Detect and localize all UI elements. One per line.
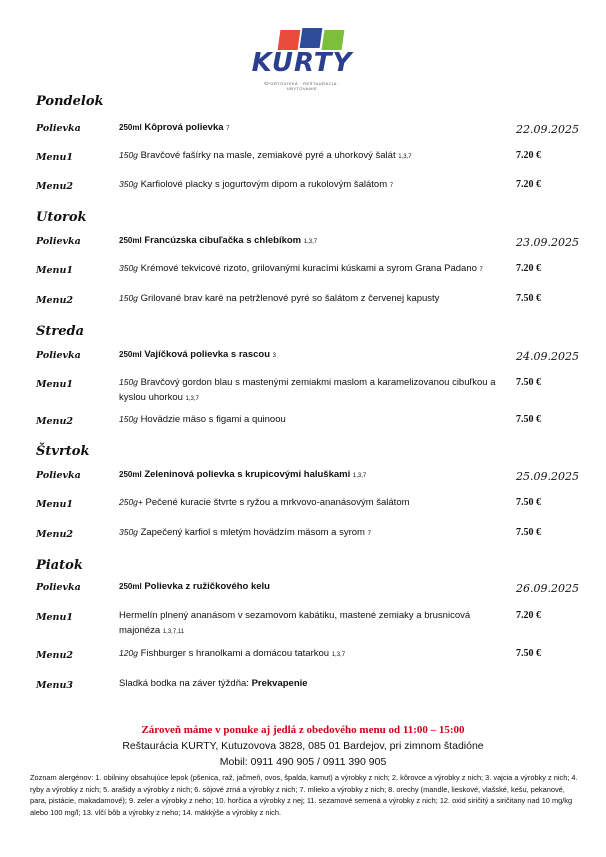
soup-name: Zeleninová polievka s krupicovými haluškami <box>144 469 351 480</box>
menu-label: Menu1 <box>36 499 73 510</box>
soup-qty: 250ml <box>119 236 142 245</box>
menu-label: Menu1 <box>36 612 73 623</box>
menu-price: 7.20 € <box>516 179 541 190</box>
menu-label: Menu1 <box>36 379 73 390</box>
soup-qty: 250ml <box>119 123 142 132</box>
day-name: Streda <box>36 324 85 339</box>
tennis-icon <box>278 30 301 50</box>
dish-qty: 350g <box>119 179 138 189</box>
soup-item <box>119 581 270 592</box>
allergen-list: Zoznam alergénov: 1. obilniny obsahujúce lepok (pšenica, raž, jačmeň, ovos, špalda, kamut) a výrobky z nich; 2. kôrovce a výrobky z nich; 3. vajcia a výrobky z nich; 4. ryby a výrobky z nich; 5. arašidy a výrobky z nich; 6. sójové zrná a výrobky z nich; 7. mlieko a výrobky z nich; 8. orechy (mandle, lieskové, vlašské, kešu, pekanové, para, pistácie, makadamové); 9. zeler a výrobky z neho; 10. horčica a výrobky z nej; 11. sezamové semená a výrobky z nich; 12. oxid siričitý a siričitany nad 10 mg/kg alebo 100 mg/l; 13. vlčí bôb a výrobky z neho; 14. mäkkýše a výrobky z nich. <box>30 773 578 818</box>
dish-text: Bravčový gordon blau s mastenými zemiakmi maslom a karamelizovanou cibuľkou a kyslou uhorkou <box>119 377 496 403</box>
menu-label: Menu2 <box>36 416 73 427</box>
menu-label: Menu1 <box>36 265 73 276</box>
day-name: Pondelok <box>36 94 104 109</box>
menu-dish <box>119 261 509 278</box>
restaurant-address: Reštaurácia KURTY, Kutuzovova 3828, 085 01 Bardejov, pri zimnom štadióne <box>122 740 484 752</box>
menu-price: 7.50 € <box>516 414 541 425</box>
menu-label: Menu1 <box>36 152 73 163</box>
day-date: 22.09.2025 <box>516 123 579 136</box>
menu-label: Menu2 <box>36 529 73 540</box>
menu-dish <box>119 412 509 427</box>
soup-name: Francúzska cibuľačka s chlebíkom <box>144 235 302 246</box>
dish-highlight: Prekvapenie <box>251 678 308 689</box>
lunch-notice: Zároveň máme v ponuke aj jedlá z obedového menu od 11:00 – 15:00 <box>141 724 465 736</box>
dish-qty: 350g <box>119 263 138 273</box>
soup-allergens: 1,3,7 <box>352 473 367 479</box>
menu-price: 7.20 € <box>516 150 541 161</box>
dish-text: Karfiolové placky s jogurtovým dipom a rukolovým šalátom <box>140 179 388 190</box>
dish-allergens: 7 <box>389 183 394 189</box>
day-name: Piatok <box>36 558 83 573</box>
dish-allergens: 1,3,7,11 <box>162 629 185 635</box>
day-date: 26.09.2025 <box>516 582 579 595</box>
logo-wordmark: KURTY <box>251 48 353 78</box>
dish-qty: 150g <box>119 150 138 160</box>
dish-text: Zapečený karfiol s mletým hovädzím mäsom a syrom <box>140 527 365 538</box>
soup-qty: 250ml <box>119 582 142 591</box>
soup-allergens: 1,3,7 <box>303 239 318 245</box>
menu-label: Menu2 <box>36 181 73 192</box>
day-name: Štvrtok <box>36 444 90 459</box>
dish-qty: 120g <box>119 648 138 658</box>
soup-name: Polievka z ružičkového kelu <box>144 581 270 592</box>
cutlery-icon <box>300 28 323 48</box>
menu-dish <box>119 177 509 194</box>
dish-qty: 150g <box>119 293 138 303</box>
soup-qty: 250ml <box>119 350 142 359</box>
kurty-logo <box>249 26 355 96</box>
dish-text: Hermelín plnený ananásom v sezamovom kabátiku, mastené zemiaky a brusnicová majonéza <box>119 610 471 636</box>
menu-dish <box>119 676 509 691</box>
menu-dish <box>119 495 509 510</box>
soup-qty: 250ml <box>119 470 142 479</box>
menu-dish <box>119 646 509 663</box>
soup-label: Polievka <box>36 582 81 593</box>
soup-name: Vajíčková polievka s rascou <box>144 349 271 360</box>
dish-text: Sladká bodka na záver týždňa: <box>119 678 249 689</box>
restaurant-phone: Mobil: 0911 490 905 / 0911 390 905 <box>219 756 387 768</box>
soup-allergens: 3 <box>272 353 276 359</box>
dish-allergens: 1,3,7 <box>185 396 199 402</box>
menu-label: Menu2 <box>36 650 73 661</box>
menu-price: 7.50 € <box>516 293 541 304</box>
menu-label: Menu2 <box>36 295 73 306</box>
menu-dish <box>119 608 509 640</box>
soup-label: Polievka <box>36 123 81 134</box>
dish-qty: 150g <box>119 377 138 387</box>
menu-dish <box>119 291 509 306</box>
menu-price: 7.50 € <box>516 527 541 538</box>
day-date: 23.09.2025 <box>516 236 579 249</box>
dish-text: Bravčové fašírky na masle, zemiakové pyré a uhorkový šalát <box>140 150 396 161</box>
soup-item <box>119 235 317 246</box>
dish-text: Fishburger s hranolkami a domácou tatarkou <box>140 648 330 659</box>
dish-allergens: 1,3,7 <box>398 154 412 160</box>
dish-allergens: 7 <box>367 531 371 537</box>
bed-icon <box>322 30 345 50</box>
day-name: Utorok <box>36 210 87 225</box>
soup-label: Polievka <box>36 236 81 247</box>
dish-text: Krémové tekvicové rizoto, grilovanými kuracími kúskami a syrom Grana Padano <box>140 263 477 274</box>
menu-dish <box>119 375 509 407</box>
soup-item <box>119 469 366 480</box>
day-date: 24.09.2025 <box>516 350 579 363</box>
menu-dish <box>119 525 509 542</box>
dish-allergens: 1,3,7 <box>331 652 346 658</box>
menu-price: 7.50 € <box>516 377 541 388</box>
dish-qty: 150g <box>119 414 138 424</box>
menu-label: Menu3 <box>36 680 73 691</box>
soup-allergens: 7 <box>226 126 230 132</box>
dish-text: Grilované brav karé na petržlenové pyré so šalátom z červenej kapusty <box>140 293 440 304</box>
menu-price: 7.50 € <box>516 648 541 659</box>
menu-dish <box>119 148 509 165</box>
menu-price: 7.20 € <box>516 610 541 621</box>
soup-item <box>119 349 276 360</box>
dish-text: Pečené kuracie štvrte s ryžou a mrkvovo-ananásovým šalátom <box>145 497 410 508</box>
soup-label: Polievka <box>36 350 81 361</box>
day-date: 25.09.2025 <box>516 470 579 483</box>
menu-price: 7.50 € <box>516 497 541 508</box>
dish-text: Hovädzie mäso s figami a quinoou <box>140 414 286 425</box>
dish-allergens: 7 <box>479 267 483 273</box>
menu-price: 7.20 € <box>516 263 541 274</box>
soup-item <box>119 122 230 133</box>
dish-qty: 350g <box>119 527 138 537</box>
logo-tagline: ŠPORTOVISKÁ · REŠTAURÁCIA · UBYTOVANIE <box>264 81 340 91</box>
soup-label: Polievka <box>36 470 81 481</box>
dish-qty: 250g+ <box>119 497 143 507</box>
soup-name: Kôprová polievka <box>144 122 224 133</box>
